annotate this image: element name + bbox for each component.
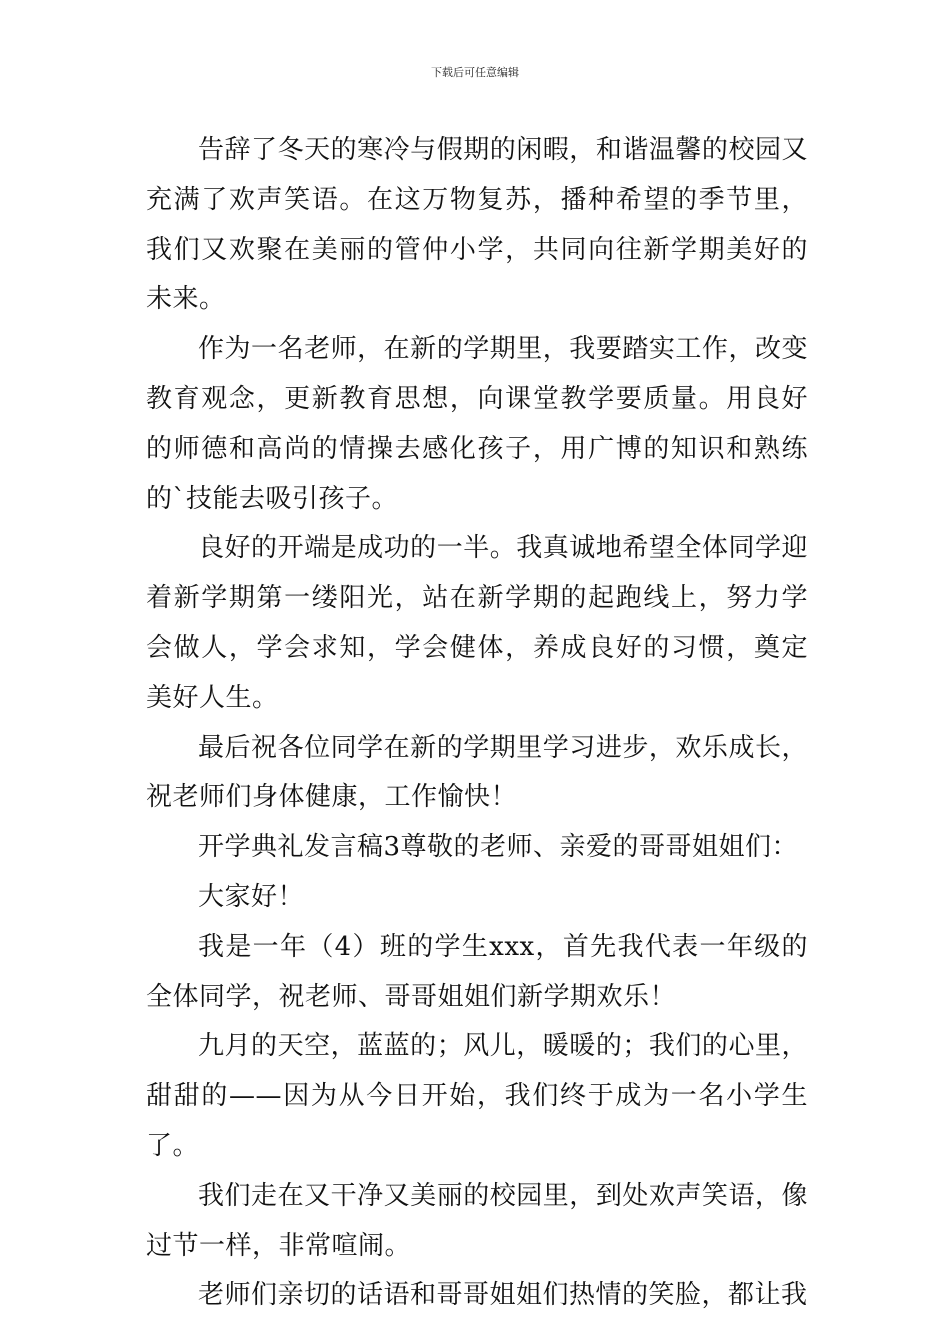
paragraph: 老师们亲切的话语和哥哥姐姐们热情的笑脸，都让我 <box>198 1280 808 1311</box>
document-body <box>146 126 808 1321</box>
paragraph: 良好的开端是成功的一半。我真诚地希望全体同学迎着新学期第一缕阳光，站在新学期的起跑线上，努力学会做人，学会求知，学会健体，养成良好的习惯，奠定美好人生。 <box>146 533 808 713</box>
page-header: 下载后可任意编辑 <box>431 66 519 79</box>
paragraph: 我们走在又干净又美丽的校园里，到处欢声笑语，像过节一样，非常喧闹。 <box>146 1180 808 1261</box>
section-heading-paragraph: 开学典礼发言稿3尊敬的老师、亲爱的哥哥姐姐们： <box>198 832 799 863</box>
greeting-paragraph: 大家好！ <box>198 881 305 912</box>
paragraph: 我是一年（4）班的学生xxx，首先我代表一年级的全体同学，祝老师、哥哥姐姐们新学期欢乐！ <box>146 931 808 1012</box>
paragraph: 最后祝各位同学在新的学期里学习进步，欢乐成长，祝老师们身体健康，工作愉快！ <box>146 732 808 813</box>
paragraph: 作为一名老师，在新的学期里，我要踏实工作，改变教育观念，更新教育思想，向课堂教学要质量。用良好的师德和高尚的情操去感化孩子，用广博的知识和熟练的`技能去吸引孩子。 <box>146 334 808 514</box>
paragraph: 九月的天空，蓝蓝的；风儿，暖暖的；我们的心里，甜甜的——因为从今日开始，我们终于成为一名小学生了。 <box>146 1031 808 1161</box>
paragraph: 告辞了冬天的寒冷与假期的闲暇，和谐温馨的校园又充满了欢声笑语。在这万物复苏，播种希望的季节里，我们又欢聚在美丽的管仲小学，共同向往新学期美好的未来。 <box>146 135 808 315</box>
